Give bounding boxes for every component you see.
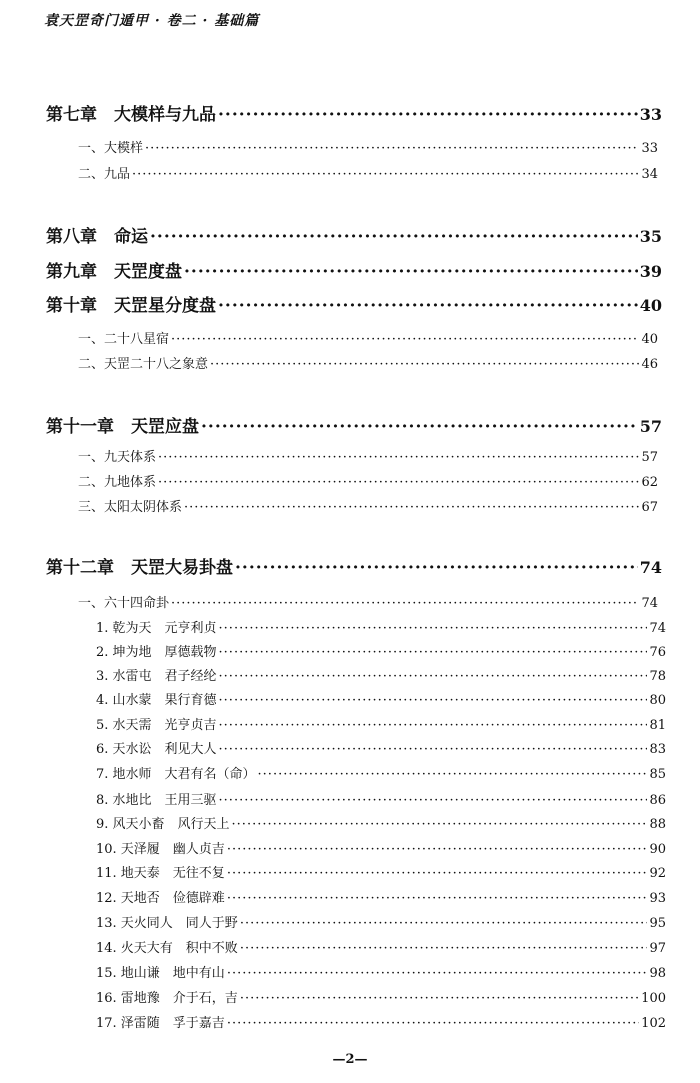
page-number: —2— (332, 1052, 368, 1067)
toc-label: 14. 火天大有 积中不败 (96, 941, 238, 956)
toc-label: 二、九品 (78, 167, 131, 182)
toc-page: 40 (639, 296, 662, 315)
toc-subsection[interactable] (96, 813, 666, 832)
toc-page: 92 (649, 866, 666, 881)
toc-page: 33 (641, 141, 658, 156)
toc-page: 74 (641, 596, 658, 611)
toc-subsection[interactable] (96, 789, 666, 808)
toc-label: 11. 地天泰 无往不复 (96, 866, 225, 881)
toc-page: 74 (649, 621, 666, 636)
toc-subsection[interactable] (96, 641, 666, 660)
toc-label: 二、天罡二十八之象意 (78, 357, 209, 372)
toc-page: 102 (641, 1016, 666, 1031)
toc-page: 95 (649, 916, 666, 931)
toc-page: 88 (649, 817, 666, 832)
toc-label: 二、九地体系 (78, 475, 157, 490)
toc-page: 76 (649, 645, 666, 660)
toc-subsection[interactable] (96, 912, 666, 931)
toc-page: 33 (639, 105, 662, 124)
toc-label: 一、六十四命卦 (78, 596, 170, 611)
toc-subsection[interactable] (96, 1012, 666, 1031)
toc-page: 57 (639, 417, 662, 436)
toc-page: 74 (639, 558, 662, 577)
toc-page: 85 (649, 767, 666, 782)
toc-subsection[interactable] (96, 738, 666, 757)
toc-subsection[interactable] (96, 665, 666, 684)
toc-label: 10. 天泽履 幽人贞吉 (96, 842, 225, 857)
toc-chapter[interactable] (46, 553, 662, 578)
toc-label: 9. 风天小畜 风行天上 (96, 817, 230, 832)
toc-page: 46 (641, 357, 658, 372)
toc-label: 一、二十八星宿 (78, 332, 170, 347)
toc-page: 97 (649, 941, 666, 956)
toc-chapter[interactable] (46, 222, 662, 247)
toc-page: 83 (649, 742, 666, 757)
toc-chapter[interactable] (46, 100, 662, 125)
toc-page: 90 (649, 842, 666, 857)
toc-subsection[interactable] (96, 987, 666, 1006)
toc-label: 一、九天体系 (78, 450, 157, 465)
toc-subsection[interactable] (96, 887, 666, 906)
toc-page: 81 (649, 718, 666, 733)
toc-subsection[interactable] (96, 937, 666, 956)
toc-section[interactable] (78, 496, 658, 515)
toc-chapter[interactable] (46, 257, 662, 282)
toc-page: 39 (639, 262, 662, 281)
toc-page: 34 (641, 167, 658, 182)
toc-subsection[interactable] (96, 962, 666, 981)
toc-label: 第七章 大模样与九品 (46, 105, 216, 125)
toc-subsection[interactable] (96, 838, 666, 857)
toc-label: 三、太阳太阴体系 (78, 500, 183, 515)
toc-label: 8. 水地比 王用三驱 (96, 793, 217, 808)
toc-page: 78 (649, 669, 666, 684)
toc-label: 12. 天地否 俭德辟难 (96, 891, 225, 906)
toc-page: 98 (649, 966, 666, 981)
toc-page: 86 (649, 793, 666, 808)
toc-label: 7. 地水师 大君有名（命） (96, 767, 256, 782)
toc-label: 4. 山水蒙 果行育德 (96, 693, 217, 708)
toc-label: 1. 乾为天 元亨利贞 (96, 621, 217, 636)
toc-chapter[interactable] (46, 291, 662, 316)
toc-page: 40 (641, 332, 658, 347)
toc-page: 80 (649, 693, 666, 708)
toc-label: 一、大模样 (78, 141, 144, 156)
toc-label: 2. 坤为地 厚德载物 (96, 645, 217, 660)
toc-page: 67 (641, 500, 658, 515)
toc-subsection[interactable] (96, 862, 666, 881)
toc-subsection[interactable] (96, 714, 666, 733)
toc-chapter[interactable] (46, 412, 662, 437)
toc-section[interactable] (78, 163, 658, 182)
toc-page: 62 (641, 475, 658, 490)
toc-label: 第十章 天罡星分度盘 (46, 296, 216, 316)
toc-section[interactable] (78, 446, 658, 465)
toc-page: 57 (641, 450, 658, 465)
toc-page: 93 (649, 891, 666, 906)
toc-page: 100 (641, 991, 666, 1006)
toc-label: 第八章 命运 (46, 227, 148, 247)
toc-label: 5. 水天需 光亨贞吉 (96, 718, 217, 733)
toc-section[interactable] (78, 592, 658, 611)
toc-label: 15. 地山谦 地中有山 (96, 966, 225, 981)
toc-label: 6. 天水讼 利见大人 (96, 742, 217, 757)
toc-section[interactable] (78, 137, 658, 156)
toc-section[interactable] (78, 471, 658, 490)
toc-subsection[interactable] (96, 689, 666, 708)
toc-label: 16. 雷地豫 介于石，吉 (96, 991, 238, 1006)
toc-subsection[interactable] (96, 763, 666, 782)
toc-label: 17. 泽雷随 孚于嘉吉 (96, 1016, 225, 1031)
toc-label: 3. 水雷屯 君子经纶 (96, 669, 217, 684)
toc-section[interactable] (78, 328, 658, 347)
toc-subsection[interactable] (96, 617, 666, 636)
toc-label: 第九章 天罡度盘 (46, 262, 182, 282)
toc-label: 第十二章 天罡大易卦盘 (46, 558, 233, 578)
toc-section[interactable] (78, 353, 658, 372)
toc-page: 35 (639, 227, 662, 246)
running-header: 袁天罡奇门遁甲 · 卷二 · 基础篇 (44, 13, 260, 29)
toc-label: 第十一章 天罡应盘 (46, 417, 199, 437)
toc-label: 13. 天火同人 同人于野 (96, 916, 238, 931)
